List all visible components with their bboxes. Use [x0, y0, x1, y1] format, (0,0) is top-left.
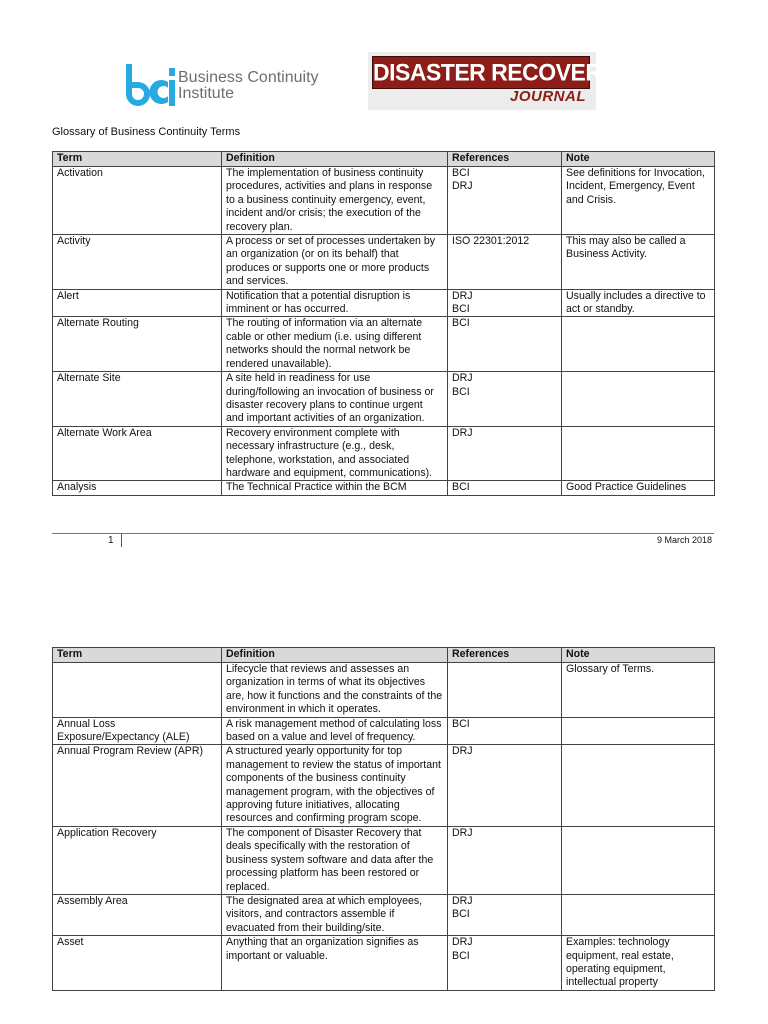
note-cell: [562, 745, 715, 826]
term-cell: Alternate Work Area: [53, 426, 222, 481]
reference-item: DRJ: [452, 289, 473, 302]
table-row: [53, 426, 715, 481]
reference-item: BCI: [452, 481, 470, 494]
note-cell: [562, 826, 715, 894]
reference-item: DRJ: [452, 745, 473, 758]
note-cell: This may also be called a Business Activity.: [562, 235, 715, 290]
column-header-note: Note: [562, 152, 715, 167]
definition-cell: A process or set of processes undertaken by an organization (or on its behalf) that produces or supports one or more products and services.: [222, 235, 448, 290]
note-cell: Examples: technology equipment, real estate, operating equipment, intellectual property: [562, 936, 715, 991]
references-cell: [448, 481, 562, 495]
drj-logo-subtitle: JOURNAL: [509, 88, 586, 105]
references-cell: [448, 317, 562, 372]
note-cell: [562, 317, 715, 372]
definition-cell: The designated area at which employees, visitors, and contractors assemble if evacuated from their building/site.: [222, 894, 448, 935]
drj-logo-title: DISASTER RECOVERY: [373, 58, 616, 86]
reference-item: BCI: [452, 908, 470, 921]
definition-cell: Lifecycle that reviews and assesses an organization in terms of what its objectives are, how it functions and the constraints of the environment in which it operates.: [222, 663, 448, 718]
references-cell: [448, 289, 562, 317]
note-cell: [562, 894, 715, 935]
references-cell: [448, 235, 562, 290]
table-row: [53, 481, 715, 495]
reference-item: BCI: [452, 717, 470, 730]
table-row: [53, 372, 715, 427]
column-header-references: References: [448, 648, 562, 663]
note-cell: Usually includes a directive to act or standby.: [562, 289, 715, 317]
column-header-note: Note: [562, 648, 715, 663]
table-row: [53, 826, 715, 894]
column-header-references: References: [448, 152, 562, 167]
definition-cell: The component of Disaster Recovery that deals specifically with the restoration of business system software and data after the processing platform has been restored or replaced.: [222, 826, 448, 894]
reference-item: ISO 22301:2012: [452, 235, 530, 248]
column-header-definition: Definition: [222, 648, 448, 663]
definition-cell: Recovery environment complete with necessary infrastructure (e.g., desk, telephone, workstation, and associated hardware and equipment, communications).: [222, 426, 448, 481]
glossary-table-page-1: [52, 151, 715, 496]
table-header-row: [53, 152, 715, 167]
definition-cell: The implementation of business continuity procedures, activities and plans in response to a business continuity emergency, event, incident and/or crisis; the execution of the recovery plan.: [222, 167, 448, 235]
bci-logo-text: [178, 70, 319, 102]
reference-item: DRJ: [452, 426, 473, 439]
page-footer-divider: [52, 533, 714, 534]
note-cell: [562, 426, 715, 481]
term-cell: Alert: [53, 289, 222, 317]
note-cell: Good Practice Guidelines: [562, 481, 715, 495]
reference-item: DRJ: [452, 180, 473, 193]
reference-item: BCI: [452, 167, 470, 179]
table-row: [53, 663, 715, 718]
bci-logo-line2: Institute: [178, 85, 235, 102]
reference-item: DRJ: [452, 936, 473, 949]
column-header-term: Term: [53, 152, 222, 167]
table-row: [53, 167, 715, 235]
definition-cell: The routing of information via an alternate cable or other medium (i.e. using different networks should the normal network be rendered unavailable).: [222, 317, 448, 372]
definition-cell: A risk management method of calculating loss based on a value and level of frequency.: [222, 717, 448, 745]
table-row: [53, 894, 715, 935]
table-row: [53, 717, 715, 745]
table-row: [53, 235, 715, 290]
term-cell: Alternate Site: [53, 372, 222, 427]
reference-item: DRJ: [452, 826, 473, 839]
reference-item: BCI: [452, 385, 470, 398]
references-cell: [448, 167, 562, 235]
reference-item: BCI: [452, 303, 470, 316]
references-cell: [448, 426, 562, 481]
note-cell: [562, 372, 715, 427]
glossary-table-body: [53, 167, 715, 496]
references-cell: [448, 894, 562, 935]
note-cell: [562, 717, 715, 745]
term-cell: Activation: [53, 167, 222, 235]
term-cell: [53, 663, 222, 718]
table-row: [53, 745, 715, 826]
definition-cell: Anything that an organization signifies as important or valuable.: [222, 936, 448, 991]
column-header-definition: Definition: [222, 152, 448, 167]
table-row: [53, 289, 715, 317]
term-cell: Annual Program Review (APR): [53, 745, 222, 826]
page-date: 9 March 2018: [656, 535, 712, 545]
table-row: [53, 317, 715, 372]
references-cell: [448, 745, 562, 826]
glossary-table-body: [53, 663, 715, 991]
definition-cell: A structured yearly opportunity for top management to review the status of important components of the business continuity management program, with the objectives of approving future initiatives, allocating resources and confirming program scope.: [222, 745, 448, 826]
table-row: [53, 936, 715, 991]
term-cell: Alternate Routing: [53, 317, 222, 372]
references-cell: [448, 717, 562, 745]
references-cell: [448, 936, 562, 991]
term-cell: Asset: [53, 936, 222, 991]
drj-logo-banner: [372, 56, 616, 89]
table-header-row: [53, 648, 715, 663]
term-cell: Activity: [53, 235, 222, 290]
reference-item: DRJ: [452, 372, 473, 385]
term-cell: Assembly Area: [53, 894, 222, 935]
glossary-table-page-2: [52, 647, 715, 991]
reference-item: DRJ: [452, 894, 473, 907]
definition-cell: A site held in readiness for use during/following an invocation of business or disaster recovery plans to continue urgent and important activities of an organization.: [222, 372, 448, 427]
bci-logo: [122, 62, 332, 108]
document-title: Glossary of Business Continuity Terms: [52, 126, 241, 138]
bci-logo-line1: Business Continuity: [178, 69, 319, 86]
page-number: 1: [108, 535, 114, 546]
references-cell: [448, 826, 562, 894]
note-cell: See definitions for Invocation, Incident, Emergency, Event and Crisis.: [562, 167, 715, 235]
column-header-term: Term: [53, 648, 222, 663]
definition-cell: The Technical Practice within the BCM: [222, 481, 448, 495]
term-cell: Analysis: [53, 481, 222, 495]
references-cell: [448, 663, 562, 718]
drj-logo: [368, 52, 616, 110]
page-number-separator: [121, 534, 122, 547]
references-cell: [448, 372, 562, 427]
reference-item: BCI: [452, 949, 470, 962]
bci-logo-icon: [122, 62, 178, 108]
definition-cell: Notification that a potential disruption is imminent or has occurred.: [222, 289, 448, 317]
reference-item: BCI: [452, 317, 470, 330]
term-cell: Annual Loss Exposure/Expectancy (ALE): [53, 717, 222, 745]
note-cell: Glossary of Terms.: [562, 663, 715, 718]
term-cell: Application Recovery: [53, 826, 222, 894]
